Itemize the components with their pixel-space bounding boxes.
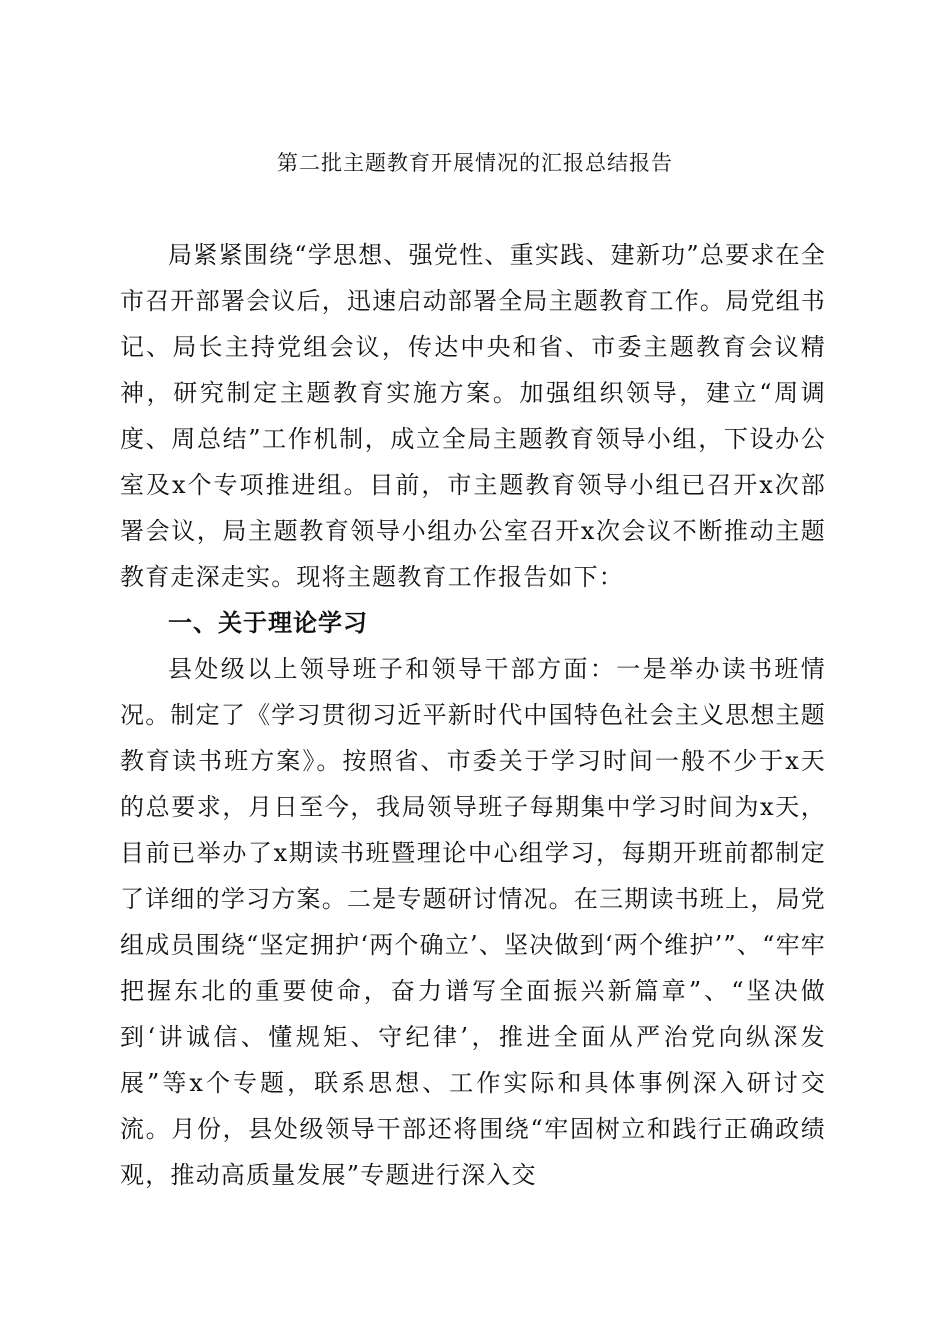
document-title: 第二批主题教育开展情况的汇报总结报告 xyxy=(277,151,673,175)
section-heading-theory-study: 一、关于理论学习 xyxy=(168,609,368,637)
section-paragraph-theory-study: 县处级以上领导班子和领导干部方面：一是举办读书班情况。制定了《学习贯彻习近平新时代中国特色社会主义思想主题教育读书班方案》。按照省、市委关于学习时间一般不少于x天的总要求，月日至今，我局领导班子每期集中学习时间为x天，目前已举办了x期读书班暨理论中心组学习，每期开班前都制定了详细的学习方案。二是专题研讨情况。在三期读书班上，局党组成员围绕“坚定拥护‘两个确立’、坚决做到‘两个维护’”、“牢牢把握东北的重要使命，奋力谱写全面振兴新篇章”、“坚决做到‘讲诚信、懂规矩、守纪律’，推进全面从严治党向纵深发展”等x个专题，联系思想、工作实际和具体事例深入研讨交流。月份，县处级领导干部还将围绕“牢固树立和践行正确政绩观，推动高质量发展”专题进行深入交 xyxy=(120,655,826,1189)
intro-paragraph: 局紧紧围绕“学思想、强党性、重实践、建新功”总要求在全市召开部署会议后，迅速启动部署全局主题教育工作。局党组书记、局长主持党组会议，传达中央和省、市委主题教育会议精神，研究制定主题教育实施方案。加强组织领导，建立“周调度、周总结”工作机制，成立全局主题教育领导小组，下设办公室及x个专项推进组。目前，市主题教育领导小组已召开x次部署会议，局主题教育领导小组办公室召开x次会议不断推动主题教育走深走实。现将主题教育工作报告如下： xyxy=(120,241,826,591)
document-body xyxy=(120,232,826,1198)
